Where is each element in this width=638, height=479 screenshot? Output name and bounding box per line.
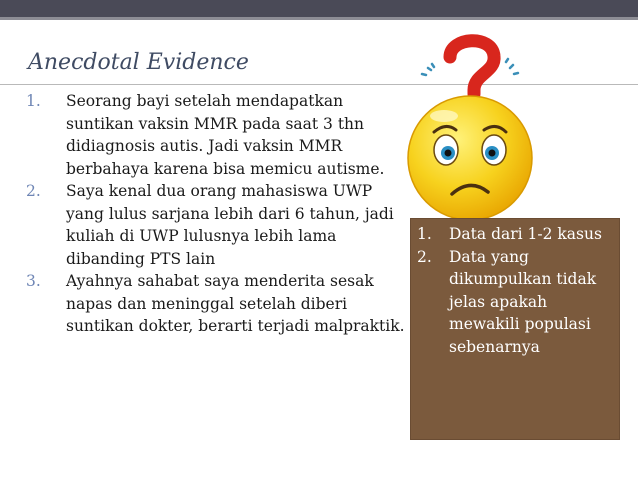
evidence-item	[26, 180, 411, 270]
evidence-item	[26, 270, 411, 338]
evidence-text: Seorang bayi setelah mendapatkan suntikan vaksin MMR pada saat 3 thn didiagnosis autis. Jadi vaksin MMR berbahaya karena bisa memicu autisme.	[66, 92, 385, 178]
note-text: Data dari 1-2 kasus	[449, 225, 602, 243]
top-bar-accent	[0, 17, 638, 20]
note-item	[417, 223, 615, 246]
evidence-number: 1.	[26, 92, 41, 110]
evidence-item	[26, 90, 411, 180]
evidence-text: Ayahnya sahabat saya menderita sesak napas dan meninggal setelah diberi suntikan dokter, berarti terjadi malpraktik.	[66, 272, 405, 335]
evidence-number: 2.	[26, 182, 41, 200]
note-number: 2.	[417, 247, 432, 266]
top-bar	[0, 0, 638, 17]
slide-title: Anecdotal Evidence	[28, 50, 249, 75]
note-item	[417, 246, 615, 359]
note-number: 1.	[417, 225, 432, 243]
evidence-list	[26, 90, 411, 338]
note-list	[417, 223, 615, 358]
note-box	[410, 218, 620, 440]
note-text: Data yang dikumpulkan tidak jelas apakah mewakili populasi sebenarnya	[449, 247, 597, 356]
evidence-text: Saya kenal dua orang mahasiswa UWP yang lulus sarjana lebih dari 6 tahun, jadi kuliah di UWP lulusnya lebih lama dibanding PTS lain	[66, 182, 394, 268]
confused-face-question-mark-icon	[392, 32, 552, 222]
evidence-number: 3.	[26, 272, 41, 290]
